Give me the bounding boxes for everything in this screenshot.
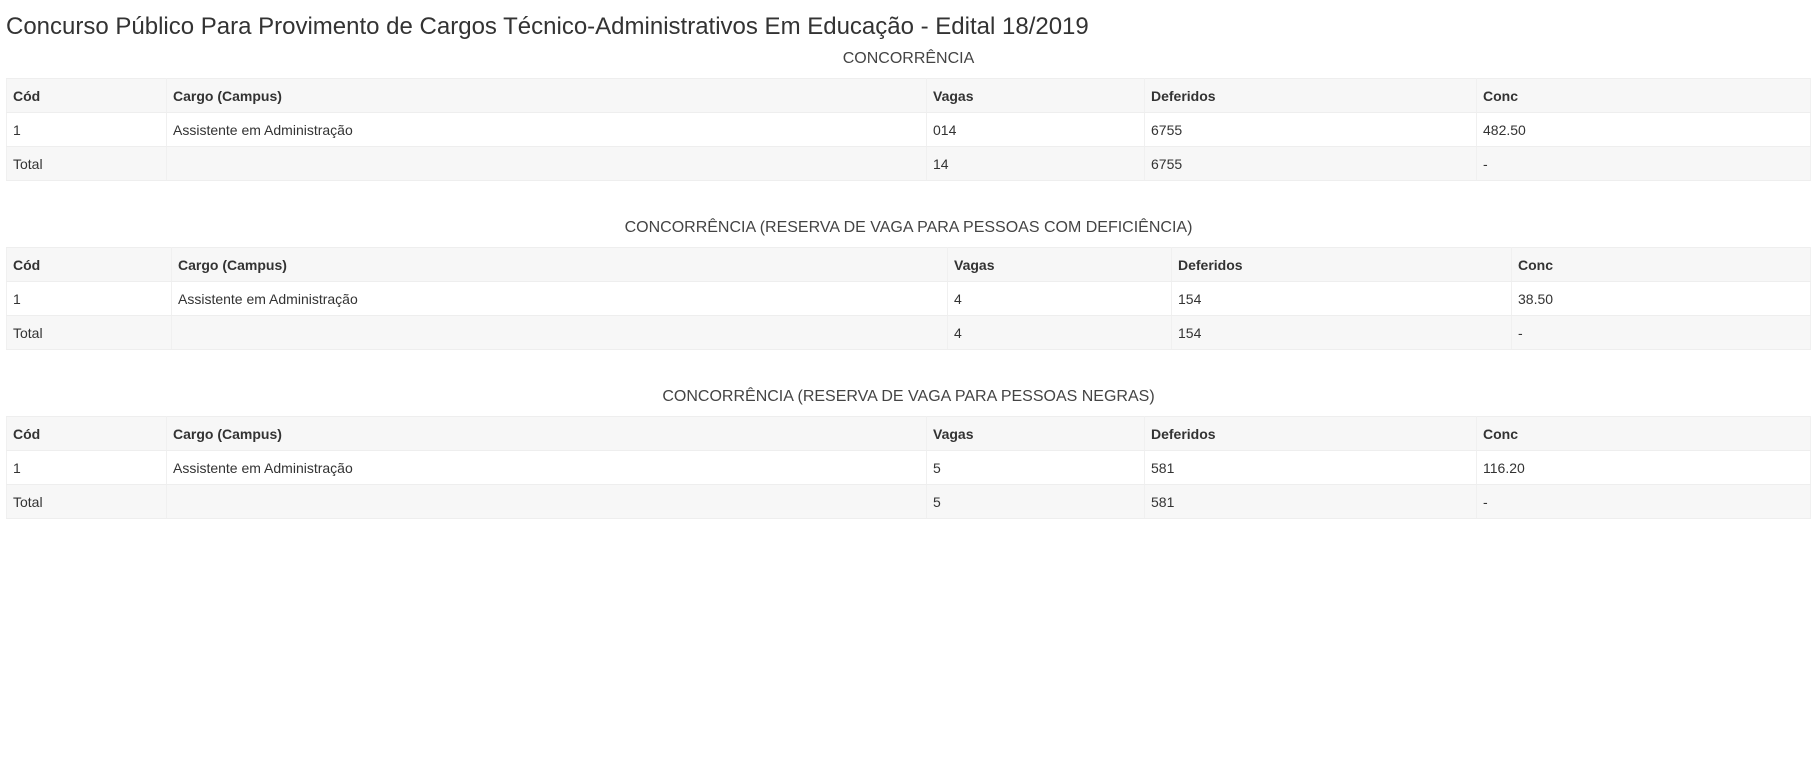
cell-total-empty bbox=[167, 485, 927, 519]
section-concorrencia-negras bbox=[6, 386, 1811, 519]
cell-total-vagas: 5 bbox=[927, 485, 1145, 519]
cell-total-label: Total bbox=[7, 316, 172, 350]
section-caption: CONCORRÊNCIA (RESERVA DE VAGA PARA PESSOAS COM DEFICIÊNCIA) bbox=[624, 219, 1193, 236]
section-caption: CONCORRÊNCIA bbox=[842, 50, 975, 67]
page-title: Concurso Público Para Provimento de Cargos Técnico-Administrativos Em Educação - Edital 18/2019 bbox=[6, 13, 1089, 40]
table-row bbox=[7, 282, 1811, 316]
table-total-row bbox=[7, 485, 1811, 519]
cell-vagas: 5 bbox=[927, 451, 1145, 485]
column-header-conc: Conc bbox=[1477, 79, 1811, 113]
cell-deferidos: 6755 bbox=[1145, 113, 1477, 147]
column-header-cod: Cód bbox=[7, 248, 172, 282]
cell-total-label: Total bbox=[7, 147, 167, 181]
cell-total-empty bbox=[167, 147, 927, 181]
column-header-vagas: Vagas bbox=[927, 417, 1145, 451]
results-table bbox=[6, 416, 1811, 519]
column-header-vagas: Vagas bbox=[927, 79, 1145, 113]
cell-cargo: Assistente em Administração bbox=[167, 113, 927, 147]
cell-total-deferidos: 154 bbox=[1172, 316, 1512, 350]
table-total-row bbox=[7, 316, 1811, 350]
cell-total-label: Total bbox=[7, 485, 167, 519]
section-concorrencia-deficiencia bbox=[6, 217, 1811, 350]
cell-deferidos: 581 bbox=[1145, 451, 1477, 485]
column-header-deferidos: Deferidos bbox=[1145, 417, 1477, 451]
cell-cod: 1 bbox=[7, 451, 167, 485]
column-header-cod: Cód bbox=[7, 79, 167, 113]
cell-total-conc: - bbox=[1512, 316, 1811, 350]
column-header-vagas: Vagas bbox=[948, 248, 1172, 282]
cell-total-deferidos: 6755 bbox=[1145, 147, 1477, 181]
cell-vagas: 014 bbox=[927, 113, 1145, 147]
cell-deferidos: 154 bbox=[1172, 282, 1512, 316]
cell-total-vagas: 4 bbox=[948, 316, 1172, 350]
cell-cod: 1 bbox=[7, 282, 172, 316]
column-header-cargo: Cargo (Campus) bbox=[172, 248, 948, 282]
table-row bbox=[7, 113, 1811, 147]
column-header-conc: Conc bbox=[1512, 248, 1811, 282]
table-header-row bbox=[7, 248, 1811, 282]
cell-total-conc: - bbox=[1477, 147, 1811, 181]
cell-cod: 1 bbox=[7, 113, 167, 147]
column-header-cargo: Cargo (Campus) bbox=[167, 79, 927, 113]
table-total-row bbox=[7, 147, 1811, 181]
column-header-deferidos: Deferidos bbox=[1145, 79, 1477, 113]
column-header-conc: Conc bbox=[1477, 417, 1811, 451]
results-table bbox=[6, 247, 1811, 350]
section-concorrencia bbox=[6, 48, 1811, 181]
cell-total-empty bbox=[172, 316, 948, 350]
cell-conc: 482.50 bbox=[1477, 113, 1811, 147]
cell-total-vagas: 14 bbox=[927, 147, 1145, 181]
section-caption: CONCORRÊNCIA (RESERVA DE VAGA PARA PESSOAS NEGRAS) bbox=[662, 388, 1155, 405]
cell-conc: 116.20 bbox=[1477, 451, 1811, 485]
cell-cargo: Assistente em Administração bbox=[172, 282, 948, 316]
table-header-row bbox=[7, 79, 1811, 113]
cell-vagas: 4 bbox=[948, 282, 1172, 316]
cell-conc: 38.50 bbox=[1512, 282, 1811, 316]
results-table bbox=[6, 78, 1811, 181]
cell-cargo: Assistente em Administração bbox=[167, 451, 927, 485]
cell-total-deferidos: 581 bbox=[1145, 485, 1477, 519]
table-row bbox=[7, 451, 1811, 485]
table-header-row bbox=[7, 417, 1811, 451]
column-header-cod: Cód bbox=[7, 417, 167, 451]
column-header-deferidos: Deferidos bbox=[1172, 248, 1512, 282]
column-header-cargo: Cargo (Campus) bbox=[167, 417, 927, 451]
cell-total-conc: - bbox=[1477, 485, 1811, 519]
